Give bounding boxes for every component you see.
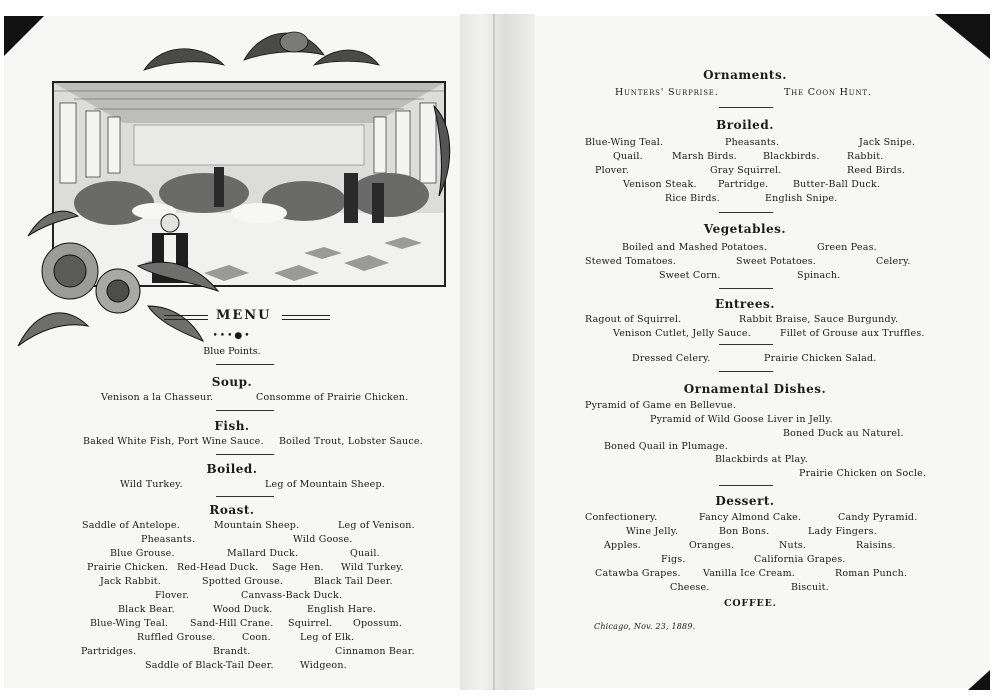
roast-item: Widgeon.	[300, 660, 347, 671]
dessert-item: Fancy Almond Cake.	[699, 512, 802, 523]
boiled-row	[4, 479, 460, 491]
broiled-item: Gray Squirrel.	[710, 165, 782, 176]
rose-ornament	[8, 196, 228, 371]
ornaments-heading: Ornaments.	[703, 68, 787, 82]
roast-row	[4, 660, 460, 672]
roast-row	[4, 618, 460, 630]
boiled-heading: Boiled.	[206, 462, 258, 476]
dessert-item: Candy Pyramid.	[838, 512, 918, 523]
dessert-item: Biscuit.	[791, 582, 829, 593]
boiled-item: Wild Turkey.	[120, 479, 183, 490]
roast-row	[4, 590, 460, 602]
roast-item: Squirrel.	[288, 618, 333, 629]
roast-item: Saddle of Black-Tail Deer.	[145, 660, 274, 671]
dessert-item: Bon Bons.	[719, 526, 770, 537]
entrees-row	[535, 353, 990, 365]
fish-item: Boiled Trout, Lobster Sauce.	[279, 436, 423, 447]
roast-item: Quail.	[350, 548, 380, 559]
dessert-item: Figs.	[661, 554, 686, 565]
menu-title: MENU	[216, 308, 272, 323]
broiled-row	[535, 151, 990, 163]
dessert-row	[535, 554, 990, 566]
dessert-item: California Grapes.	[754, 554, 846, 565]
entree-item: Fillet of Grouse aux Truffles.	[780, 328, 925, 339]
roast-item: Wood Duck.	[213, 604, 273, 615]
roast-item: Prairie Chicken.	[87, 562, 169, 573]
dessert-item: Cheese.	[670, 582, 710, 593]
vegetable-item: Stewed Tomatoes.	[585, 256, 677, 267]
roast-item: Mountain Sheep.	[214, 520, 300, 531]
vegetable-item: Boiled and Mashed Potatoes.	[622, 242, 768, 253]
divider	[719, 288, 773, 289]
broiled-item: Blackbirds.	[763, 151, 820, 162]
broiled-item: Reed Birds.	[847, 165, 906, 176]
vegetables-row	[535, 242, 990, 254]
entree-item: Rabbit Braise, Sauce Burgundy.	[739, 314, 899, 325]
dessert-row	[535, 540, 990, 552]
right-page	[535, 16, 990, 688]
roast-item: Blue Grouse.	[110, 548, 175, 559]
coffee: COFFEE.	[724, 598, 777, 609]
ornamental-item: Boned Quail in Plumage.	[604, 441, 728, 452]
broiled-item: Jack Snipe.	[859, 137, 916, 148]
roast-item: Mallard Duck.	[227, 548, 299, 559]
fish-heading: Fish.	[214, 419, 250, 433]
broiled-row	[535, 193, 990, 205]
dessert-item: Oranges.	[689, 540, 735, 551]
roast-item: Leg of Elk.	[300, 632, 355, 643]
roast-item: English Hare.	[307, 604, 376, 615]
roast-item: Black Tail Deer.	[314, 576, 393, 587]
broiled-item: Blue-Wing Teal.	[585, 137, 664, 148]
dessert-item: Raisins.	[856, 540, 896, 551]
roast-item: Wild Goose.	[293, 534, 353, 545]
divider	[216, 364, 274, 365]
roast-item: Red-Head Duck.	[177, 562, 259, 573]
roast-row	[4, 646, 460, 658]
menu-title-block	[164, 310, 334, 326]
divider	[719, 485, 773, 486]
broiled-item: Pheasants.	[725, 137, 780, 148]
dessert-item: Lady Fingers.	[808, 526, 877, 537]
leaf-ornament-top	[134, 20, 384, 90]
ornamental-item: Pyramid of Game en Bellevue.	[585, 400, 737, 411]
dessert-row	[535, 526, 990, 538]
dessert-row	[535, 568, 990, 580]
vegetables-row	[535, 270, 990, 282]
broiled-item: Rabbit.	[847, 151, 884, 162]
ornamental-item: Prairie Chicken on Socle.	[799, 468, 927, 479]
roast-item: Canvass-Back Duck.	[241, 590, 343, 601]
vegetables-row	[535, 256, 990, 268]
roast-row	[4, 562, 460, 574]
roast-row	[4, 534, 460, 546]
dessert-item: Roman Punch.	[835, 568, 908, 579]
vegetable-item: Spinach.	[797, 270, 841, 281]
soup-item: Consomme of Prairie Chicken.	[256, 392, 409, 403]
roast-item: Flover.	[155, 590, 190, 601]
divider	[719, 344, 773, 345]
entrees-row	[535, 314, 990, 326]
vegetable-item: Green Peas.	[817, 242, 877, 253]
dessert-item: Apples.	[604, 540, 641, 551]
broiled-item: Quail.	[613, 151, 643, 162]
roast-item: Black Bear.	[118, 604, 175, 615]
ornamental-item: Boned Duck au Naturel.	[783, 428, 904, 439]
vegetable-item: Sweet Corn.	[659, 270, 721, 281]
divider	[719, 371, 773, 372]
roast-item: Brandt.	[213, 646, 251, 657]
divider	[216, 410, 274, 411]
dessert-item: Catawba Grapes.	[595, 568, 681, 579]
soup-row	[4, 392, 460, 404]
boiled-item: Leg of Mountain Sheep.	[265, 479, 386, 490]
dessert-heading: Dessert.	[715, 494, 775, 508]
left-page	[4, 16, 460, 688]
dateline: Chicago, Nov. 23, 1889.	[594, 622, 696, 631]
book-gutter	[460, 14, 535, 690]
fish-row	[4, 436, 460, 448]
roast-item: Blue-Wing Teal.	[90, 618, 169, 629]
divider	[719, 107, 773, 108]
ornaments-row	[535, 87, 990, 99]
broiled-item: Partridge.	[718, 179, 769, 190]
roast-row	[4, 632, 460, 644]
soup-item: Venison a la Chasseur.	[101, 392, 214, 403]
blue-points: Blue Points.	[203, 346, 261, 357]
dessert-item: Confectionery.	[585, 512, 658, 523]
dessert-item: Wine Jelly.	[626, 526, 679, 537]
roast-item: Jack Rabbit.	[100, 576, 162, 587]
broiled-item: Marsh Birds.	[672, 151, 737, 162]
dessert-item: Nuts.	[779, 540, 807, 551]
roast-heading: Roast.	[209, 503, 255, 517]
roast-item: Partridges.	[81, 646, 137, 657]
dessert-row	[535, 512, 990, 524]
entree-item: Dressed Celery.	[632, 353, 711, 364]
roast-row	[4, 520, 460, 532]
menu-dots: •••●•	[212, 331, 252, 341]
broiled-item: Butter-Ball Duck.	[793, 179, 881, 190]
ornamental-dishes-heading: Ornamental Dishes.	[683, 382, 827, 396]
roast-item: Saddle of Antelope.	[82, 520, 180, 531]
roast-item: Cinnamon Bear.	[335, 646, 415, 657]
roast-item: Pheasants.	[141, 534, 196, 545]
broiled-item: English Snipe.	[765, 193, 838, 204]
entree-item: Ragout of Squirrel.	[585, 314, 682, 325]
dessert-row	[535, 582, 990, 594]
ornament-item: The Coon Hunt.	[784, 87, 872, 98]
roast-item: Leg of Venison.	[338, 520, 415, 531]
roast-item: Ruffled Grouse.	[137, 632, 216, 643]
ornament-item: Hunters' Surprise.	[615, 87, 719, 98]
broiled-item: Venison Steak.	[623, 179, 697, 190]
broiled-row	[535, 165, 990, 177]
leaf-ornament-right	[429, 96, 459, 206]
entree-item: Prairie Chicken Salad.	[764, 353, 877, 364]
ornamental-item: Blackbirds at Play.	[715, 454, 808, 465]
entree-item: Venison Cutlet, Jelly Sauce.	[613, 328, 751, 339]
fish-item: Baked White Fish, Port Wine Sauce.	[83, 436, 264, 447]
roast-item: Wild Turkey.	[341, 562, 404, 573]
roast-item: Sage Hen.	[272, 562, 324, 573]
broiled-row	[535, 179, 990, 191]
vegetable-item: Sweet Potatoes.	[736, 256, 816, 267]
dessert-item: Vanilla Ice Cream.	[703, 568, 796, 579]
entrees-row	[535, 328, 990, 340]
roast-item: Opossum.	[353, 618, 403, 629]
divider	[216, 496, 274, 497]
roast-row	[4, 576, 460, 588]
roast-item: Spotted Grouse.	[202, 576, 284, 587]
divider	[719, 212, 773, 213]
roast-row	[4, 604, 460, 616]
roast-row	[4, 548, 460, 560]
vegetable-item: Celery.	[876, 256, 911, 267]
broiled-row	[535, 137, 990, 149]
broiled-item: Rice Birds.	[665, 193, 720, 204]
entrees-heading: Entrees.	[715, 297, 775, 311]
ornamental-item: Pyramid of Wild Goose Liver in Jelly.	[650, 414, 833, 425]
soup-heading: Soup.	[211, 375, 253, 389]
broiled-heading: Broiled.	[716, 118, 774, 132]
roast-item: Sand-Hill Crane.	[190, 618, 274, 629]
roast-item: Coon.	[242, 632, 271, 643]
broiled-item: Plover.	[595, 165, 630, 176]
vegetables-heading: Vegetables.	[703, 222, 787, 236]
divider	[216, 454, 274, 455]
